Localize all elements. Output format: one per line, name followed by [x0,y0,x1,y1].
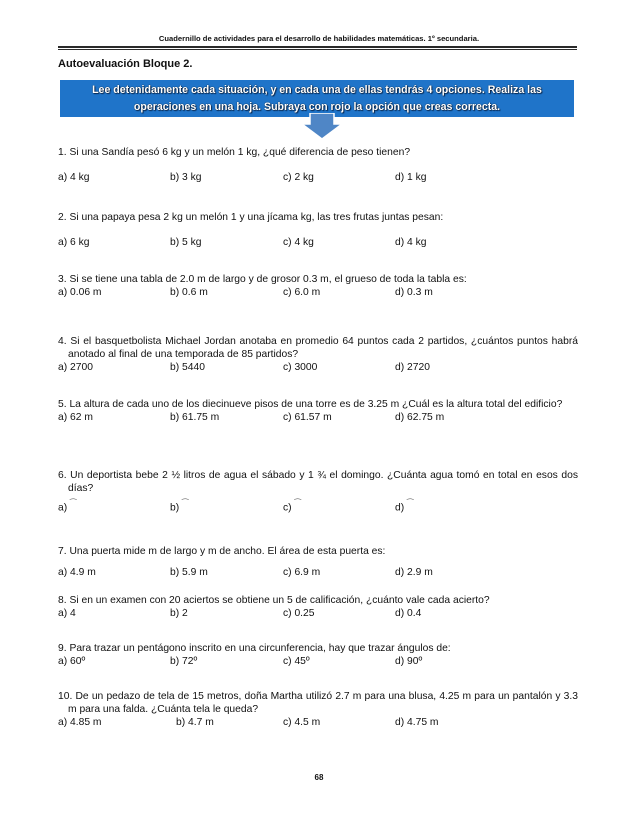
question-text: 8. Si en un examen con 20 aciertos se obtiene un 5 de calificación, ¿cuánto vale cada acierto? [58,595,490,606]
option-a[interactable]: a) 4 [58,608,76,619]
option-d[interactable]: d) 2.9 m [395,567,433,578]
option-b[interactable]: b) 72º [170,656,198,667]
question-text: 3. Si se tiene una tabla de 2.0 m de largo y de grosor 0.3 m, el grueso de toda la tabla es: [58,274,467,285]
option-c[interactable]: c) 61.57 m [283,412,332,423]
question-4 [58,335,578,374]
instructions-banner [60,80,574,117]
options-row [58,607,578,620]
option-b[interactable]: b) 5.9 m [170,567,208,578]
fraction-glyph-icon: ⁀ [182,499,189,508]
option-a[interactable]: a) 0.06 m [58,287,102,298]
instructions-line-2: operaciones en una hoja. Subraya con rojo la opción que creas correcta. [133,101,501,113]
page-title: Autoevaluación Bloque 2. [58,58,193,70]
option-a[interactable]: a) 62 m [58,412,93,423]
option-a[interactable]: a) 6 kg [58,237,90,248]
options-row [58,497,578,514]
option-label: b) [170,502,180,514]
option-d[interactable]: d) 4.75 m [395,717,439,728]
question-text: 10. De un pedazo de tela de 15 metros, doña Martha utilizó 2.7 m para una blusa, 4.25 m para un pantalón y 3.3 m para una falda. ¿Cuánta tela le queda? [58,691,578,715]
fraction-glyph-icon: ⁀ [70,499,77,508]
option-c[interactable]: c) 4 kg [283,237,314,248]
instructions-line-1: Lee detenidamente cada situación, y en cada una de ellas tendrás 4 opciones. Realiza las [92,84,542,96]
option-a[interactable] [58,497,76,514]
option-label: a) [58,502,68,514]
options-row [58,236,578,249]
fraction-glyph-icon: ⁀ [407,499,414,508]
option-c[interactable]: c) 3000 [283,362,318,373]
down-arrow-icon [302,113,342,139]
option-b[interactable]: b) 2 [170,608,188,619]
option-d[interactable]: d) 0.4 [395,608,422,619]
option-d[interactable]: d) 90º [395,656,423,667]
option-a[interactable]: a) 4 kg [58,172,90,183]
page-header: Cuadernillo de actividades para el desarrollo de habilidades matemáticas. 1º secundaria. [158,34,480,43]
question-9 [58,642,578,668]
question-1 [58,146,578,184]
option-d[interactable]: d) 2720 [395,362,430,373]
option-b[interactable]: b) 5 kg [170,237,202,248]
option-c[interactable]: c) 6.9 m [283,567,321,578]
option-c[interactable]: c) 6.0 m [283,287,321,298]
option-d[interactable]: d) 62.75 m [395,412,445,423]
options-row [58,716,578,729]
option-b[interactable] [170,497,188,514]
option-b[interactable]: b) 0.6 m [170,287,208,298]
option-b[interactable]: b) 3 kg [170,172,202,183]
question-8 [58,594,578,620]
option-c[interactable]: c) 2 kg [283,172,314,183]
option-a[interactable]: a) 2700 [58,362,93,373]
option-b[interactable]: b) 4.7 m [176,717,214,728]
option-b[interactable]: b) 61.75 m [170,412,220,423]
option-d[interactable]: d) 1 kg [395,172,427,183]
header-rule-thin [58,49,577,50]
option-a[interactable]: a) 4.85 m [58,717,102,728]
question-text: 5. La altura de cada uno de los diecinueve pisos de una torre es de 3.25 m ¿Cuál es la altura total del edificio? [58,399,563,410]
question-10 [58,690,578,729]
question-7 [58,545,578,579]
question-6 [58,469,578,514]
question-text: 4. Si el basquetbolista Michael Jordan anotaba en promedio 64 puntos cada 2 partidos, ¿cuántos puntos habrá anotado al final de una temporada de 85 partidos? [58,336,578,360]
question-5 [58,398,578,424]
question-3 [58,273,578,299]
options-row [58,361,578,374]
option-a[interactable]: a) 4.9 m [58,567,96,578]
option-c[interactable]: c) 0.25 [283,608,315,619]
option-label: c) [283,502,292,514]
options-row [58,566,578,579]
question-2 [58,211,578,249]
question-text: 2. Si una papaya pesa 2 kg un melón 1 y una jícama kg, las tres frutas juntas pesan: [58,212,444,223]
option-d[interactable] [395,497,413,514]
fraction-glyph-icon: ⁀ [294,499,301,508]
option-c[interactable]: c) 45º [283,656,310,667]
question-text: 1. Si una Sandía pesó 6 kg y un melón 1 kg, ¿qué diferencia de peso tienen? [58,147,411,158]
option-c[interactable]: c) 4.5 m [283,717,321,728]
question-text: 6. Un deportista bebe 2 ½ litros de agua el sábado y 1 ¾ el domingo. ¿Cuánta agua tomó en total en esos dos días? [58,470,578,494]
option-b[interactable]: b) 5440 [170,362,205,373]
option-a[interactable]: a) 60º [58,656,86,667]
question-text: 7. Una puerta mide m de largo y m de ancho. El área de esta puerta es: [58,546,386,557]
options-row [58,411,578,424]
option-d[interactable]: d) 0.3 m [395,287,433,298]
options-row [58,171,578,184]
option-d[interactable]: d) 4 kg [395,237,427,248]
header-rule-thick [58,46,577,48]
options-row [58,655,578,668]
options-row [58,286,578,299]
option-label: d) [395,502,405,514]
page-number: 68 [314,773,324,782]
option-c[interactable] [283,497,301,514]
question-text: 9. Para trazar un pentágono inscrito en una circunferencia, hay que trazar ángulos de: [58,643,451,654]
